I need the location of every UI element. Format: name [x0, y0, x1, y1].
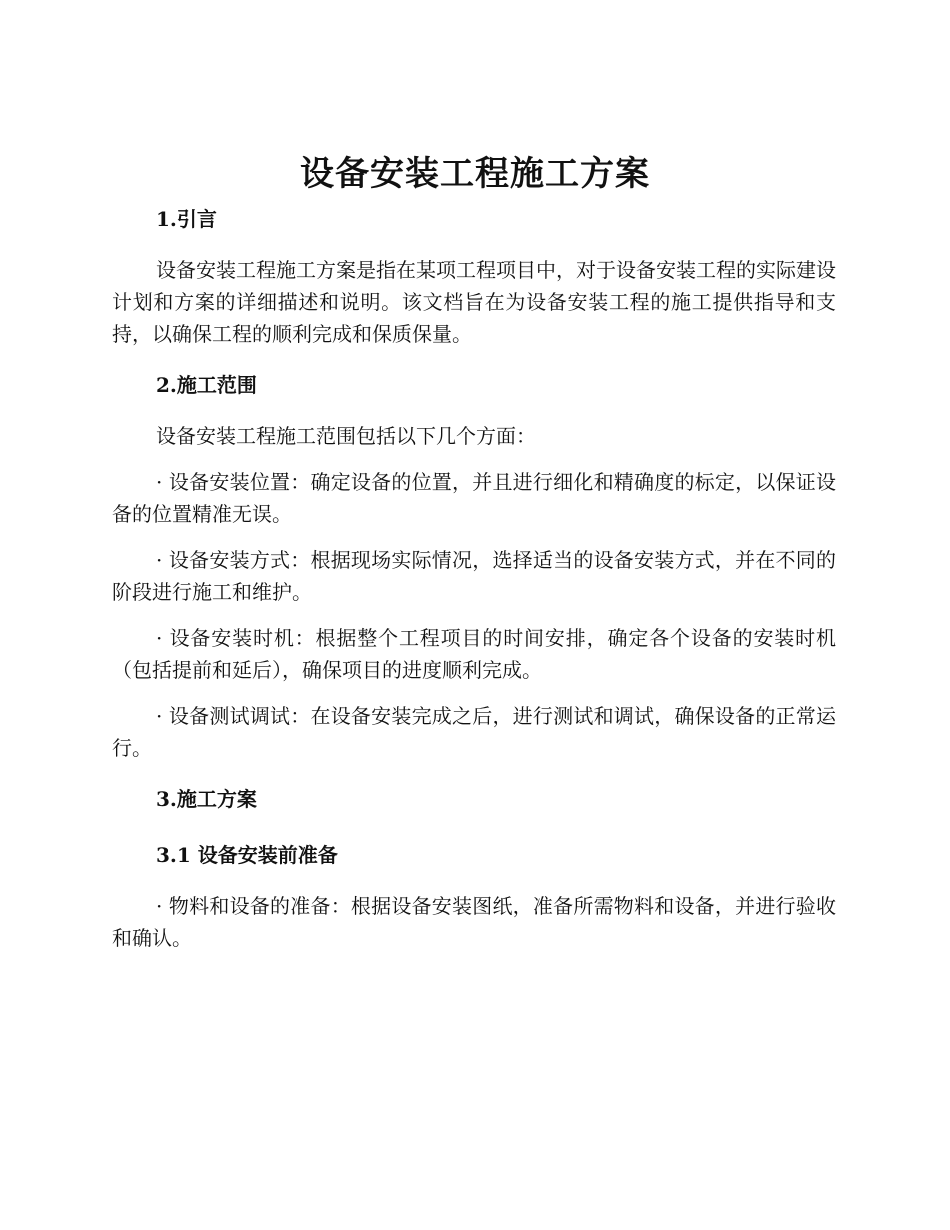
section-heading-scope: 2.施工范围	[156, 373, 257, 397]
document-title: 设备安装工程施工方案	[300, 154, 650, 194]
scope-intro-paragraph: 设备安装工程施工范围包括以下几个方面：	[156, 424, 536, 448]
section-heading-preparation: 3.1 设备安装前准备	[156, 843, 338, 867]
preparation-bullet-materials: · 物料和设备的准备：根据设备安装图纸，准备所需物料和设备，并进行验收和确认。	[112, 894, 836, 950]
section-heading-intro: 1.引言	[156, 207, 217, 231]
section-heading-plan: 3.施工方案	[156, 787, 257, 811]
intro-paragraph: 设备安装工程施工方案是指在某项工程项目中，对于设备安装工程的实际建设计划和方案的详细描述和说明。该文档旨在为设备安装工程的施工提供指导和支持，以确保工程的顺利完成和保质保量。	[112, 258, 836, 346]
scope-bullet-testing: · 设备测试调试：在设备安装完成之后，进行测试和调试，确保设备的正常运行。	[112, 704, 836, 760]
scope-bullet-position: · 设备安装位置：确定设备的位置，并且进行细化和精确度的标定，以保证设备的位置精准无误。	[112, 470, 836, 526]
document-body	[112, 198, 836, 954]
scope-bullet-timing: · 设备安装时机：根据整个工程项目的时间安排，确定各个设备的安装时机（包括提前和延后），确保项目的进度顺利完成。	[112, 626, 836, 682]
scope-bullet-method: · 设备安装方式：根据现场实际情况，选择适当的设备安装方式，并在不同的阶段进行施工和维护。	[112, 548, 836, 604]
